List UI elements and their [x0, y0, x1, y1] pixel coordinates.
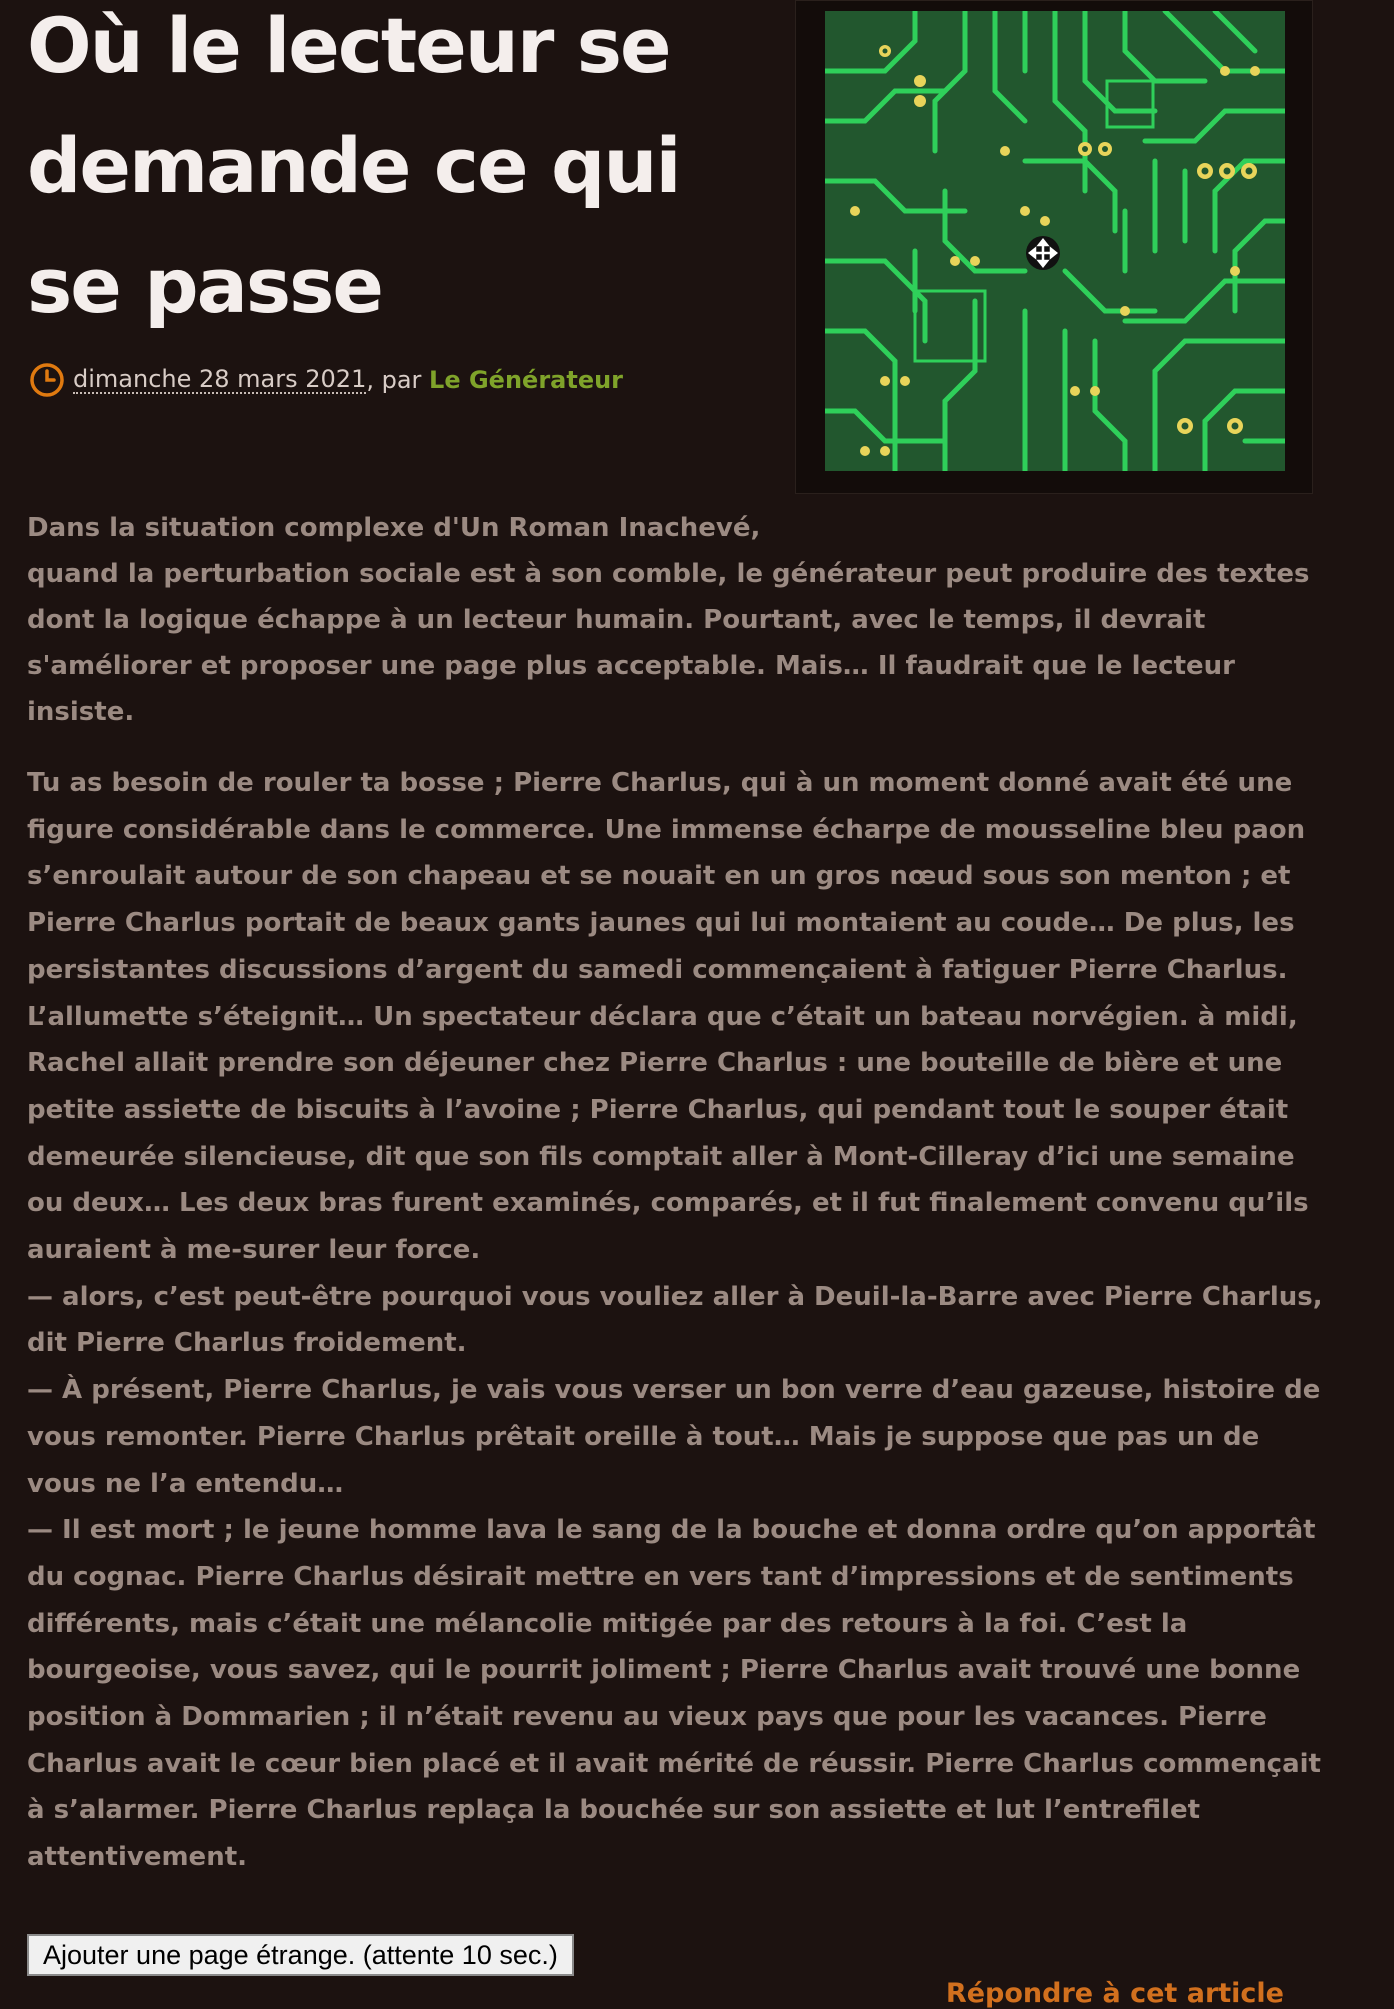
add-strange-page-button[interactable]: Ajouter une page étrange. (attente 10 sec.) — [27, 1934, 574, 1976]
body-paragraph: — Il est mort ; le jeune homme lava le sang de la bouche et donna ordre qu’on apportât du cognac. Pierre Charlus désirait mettre en vers tant d’impressions et de sentiments différents, mais c’était une mélancolie mitigée par des retours à la foi. C’est la bourgeoise, vous savez, qui le pourrit joliment ; Pierre Charlus avait trouvé une bonne position à Dommarien ; il n’était revenu au vieux pays que pour les vacances. Pierre Charlus avait le cœur bien placé et il avait mérité de réussir. Pierre Charlus commençait à s’alarmer. Pierre Charlus replaça la bouchée sur son assiette et lut l’entrefilet attentivement. — [27, 1515, 1321, 1873]
body-paragraph: Tu as besoin de rouler ta bosse ; Pierre Charlus, qui à un moment donné avait été une figure considérable dans le commerce. Une immense écharpe de mousseline bleu paon s’enroulait autour de son chapeau et se nouait en un gros nœud sous son menton ; et Pierre Charlus portait de beaux gants jaunes qui lui montaient au coude… De plus, les persistantes discussions d’argent du samedi commençaient à fatiguer Pierre Charlus. L’allumette s’éteignit… Un spectateur déclara que c’était un bateau norvégien. à midi, Rachel allait prendre son déjeuner chez Pierre Charlus : une bouteille de bière et une petite assiette de biscuits à l’avoine ; Pierre Charlus, qui pendant tout le souper était demeurée silencieuse, dit que son fils comptait aller à Mont-Cilleray d’ici une semaine ou deux… Les deux bras furent examinés, comparés, et il fut finalement convenu qu’ils auraient à me-surer leur force. — [27, 768, 1309, 1266]
page-title: Où le lecteur se demande ce qui se passe — [27, 1, 680, 330]
reply-to-article-link[interactable]: Répondre à cet article — [945, 1978, 1284, 2009]
article-meta — [29, 362, 623, 398]
author-link[interactable]: Le Générateur — [429, 366, 624, 394]
intro-line-2: quand la perturbation sociale est à son comble, le générateur peut produire des textes dont la logique échappe à un lecteur humain. Pourtant, avec le temps, il devrait s'améliorer et proposer une page plus acceptable. Mais… Il faudrait que le lecteur insiste. — [27, 559, 1310, 727]
byline-separator: , par — [366, 366, 430, 394]
article-date: dimanche 28 mars 2021 — [73, 365, 367, 393]
article-body — [27, 760, 1327, 1881]
move-cursor-icon — [1025, 235, 1061, 271]
article-image-frame — [795, 0, 1313, 494]
article-intro — [27, 505, 1327, 735]
intro-line-1: Dans la situation complexe d'Un Roman Inachevé, — [27, 513, 761, 543]
clock-icon — [29, 362, 65, 398]
body-paragraph: — alors, c’est peut-être pourquoi vous vouliez aller à Deuil-la-Barre avec Pierre Charlus, dit Pierre Charlus froidement. — [27, 1281, 1323, 1359]
body-paragraph: — À présent, Pierre Charlus, je vais vous verser un bon verre d’eau gazeuse, histoire de vous remonter. Pierre Charlus prêtait oreille à tout… Mais je suppose que pas un de vous ne l’a entendu… — [27, 1375, 1321, 1499]
